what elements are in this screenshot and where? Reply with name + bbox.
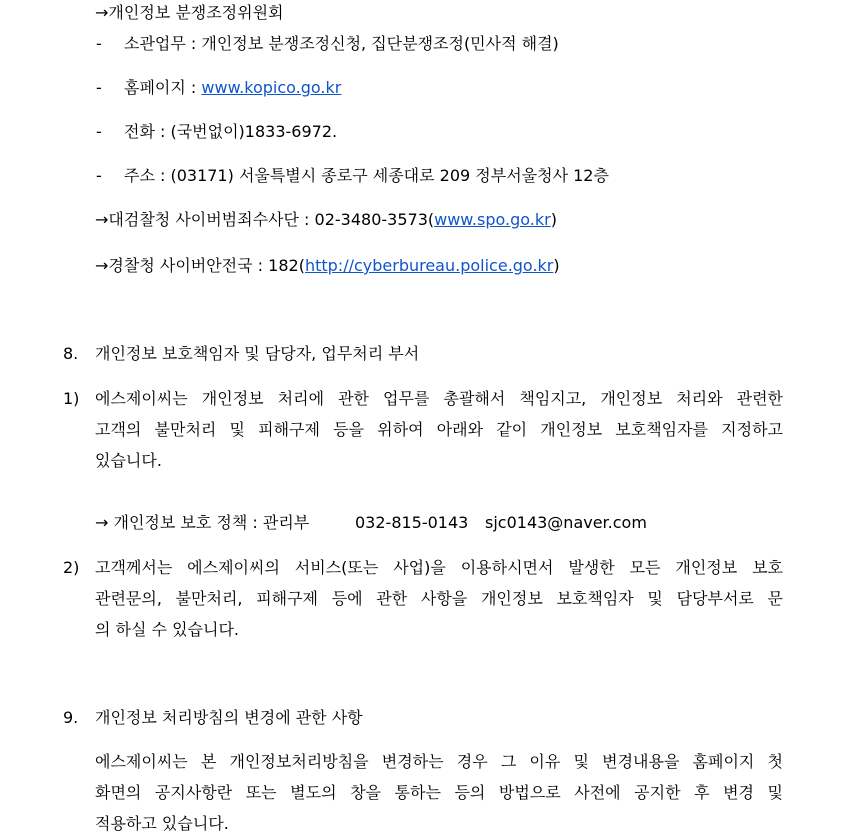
section8-item2-number: 2)	[63, 558, 80, 577]
section8-item2-line2: 관련문의, 불만처리, 피해구제 등에 관한 사항을 개인정보 보호책임자 및 담당부서로 문	[95, 589, 783, 608]
homepage-dash: -	[96, 78, 102, 97]
section8-item1-line1: 에스제이씨는 개인정보 처리에 관한 업무를 총괄해서 책임지고, 개인정보 처리와 관련한	[95, 389, 783, 408]
committee-duty: 소관업무 : 개인정보 분쟁조정신청, 집단분쟁조정(민사적 해결)	[124, 34, 559, 53]
section8-item2-line1: 고객께서는 에스제이씨의 서비스(또는 사업)을 이용하시면서 발생한 모든 개인정보 보호	[95, 558, 783, 577]
contact-prefix: → 개인정보 보호 정책 : 관리부	[95, 513, 310, 532]
homepage-link[interactable]: www.kopico.go.kr	[201, 78, 342, 97]
police-label: →경찰청 사이버안전국 : 182(	[95, 256, 305, 275]
section8-item1-number: 1)	[63, 389, 80, 408]
phone-dash: -	[96, 122, 102, 141]
prosecution-label: →대검찰청 사이버범죄수사단 : 02-3480-3573(	[95, 210, 435, 229]
police-close: )	[553, 256, 560, 275]
committee-homepage	[124, 78, 341, 98]
prosecution-line	[95, 210, 557, 230]
committee-title: →개인정보 분쟁조정위원회	[95, 3, 284, 22]
section9-line3: 적용하고 있습니다.	[95, 814, 229, 833]
section8-number: 8.	[63, 344, 79, 363]
prosecution-close: )	[550, 210, 557, 229]
section9-heading: 개인정보 처리방침의 변경에 관한 사항	[95, 708, 363, 727]
address-dash: -	[96, 166, 102, 185]
section9-line1: 에스제이씨는 본 개인정보처리방침을 변경하는 경우 그 이유 및 변경내용을 홈페이지 첫	[95, 752, 783, 771]
section9-line2: 화면의 공지사항란 또는 별도의 창을 통하는 등의 방법으로 사전에 공지한 후 변경 및	[95, 783, 783, 802]
section8-item2-line3: 의 하실 수 있습니다.	[95, 620, 239, 639]
section8-item1-line2: 고객의 불만처리 및 피해구제 등을 위하여 아래와 같이 개인정보 보호책임자를 지정하고	[95, 420, 783, 439]
contact-email: sjc0143@naver.com	[485, 513, 647, 532]
homepage-label: 홈페이지 :	[124, 78, 202, 97]
duty-dash: -	[96, 34, 102, 53]
section8-item1-line3: 있습니다.	[95, 451, 162, 470]
prosecution-link[interactable]: www.spo.go.kr	[434, 210, 551, 229]
committee-phone: 전화 : (국번없이)1833-6972.	[124, 122, 338, 141]
police-line	[95, 256, 560, 276]
committee-address: 주소 : (03171) 서울특별시 종로구 세종대로 209 정부서울청사 12층	[124, 166, 609, 185]
contact-phone: 032-815-0143	[355, 513, 469, 532]
police-link[interactable]: http://cyberbureau.police.go.kr	[304, 256, 554, 275]
section8-heading: 개인정보 보호책임자 및 담당자, 업무처리 부서	[95, 344, 420, 363]
section9-number: 9.	[63, 708, 79, 727]
